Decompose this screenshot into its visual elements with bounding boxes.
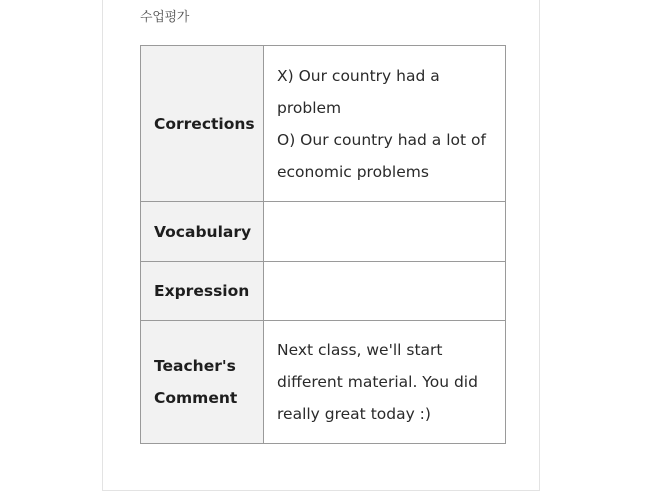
row-label-line: Teacher's (154, 357, 236, 375)
table-row-teacher-comment (141, 321, 506, 444)
vocabulary-content (264, 202, 506, 262)
corrections-line: economic problems (277, 162, 429, 181)
row-label-vocabulary: Vocabulary (141, 202, 264, 262)
row-label-expression: Expression (141, 262, 264, 321)
comment-line: really great today :) (277, 405, 431, 423)
comment-line: different material. You did (277, 373, 478, 391)
row-label-line: Comment (154, 389, 238, 407)
corrections-line: X) Our country had a (277, 66, 440, 85)
lesson-evaluation-card (102, 0, 540, 491)
row-label-corrections: Corrections (141, 46, 264, 202)
teacher-comment-content (264, 321, 506, 444)
corrections-line: O) Our country had a lot of (277, 130, 486, 149)
section-title: 수업평가 (140, 10, 190, 25)
table-row-vocabulary (141, 202, 506, 262)
comment-line: Next class, we'll start (277, 341, 443, 359)
table-row-expression (141, 262, 506, 321)
evaluation-table (140, 45, 506, 444)
expression-content (264, 262, 506, 321)
corrections-content (264, 46, 506, 202)
row-label-teacher-comment (141, 321, 264, 444)
table-row-corrections (141, 46, 506, 202)
corrections-line: problem (277, 98, 342, 117)
